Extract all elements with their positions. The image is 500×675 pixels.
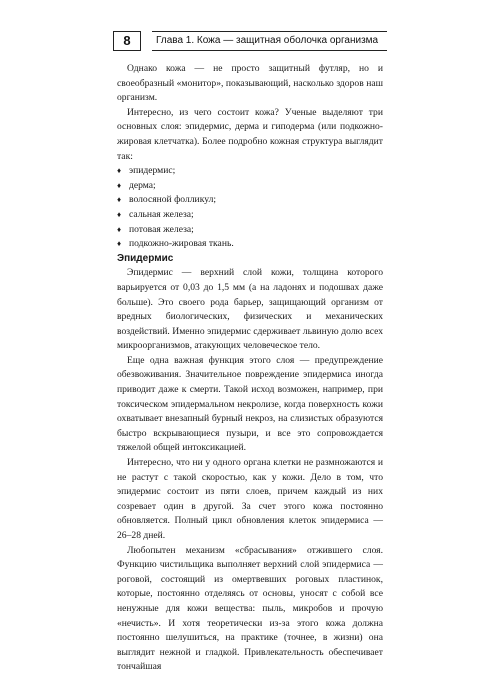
list-item-text: сальная железа; [129, 208, 194, 220]
list-item [117, 223, 383, 238]
section-heading: Эпидермис [117, 252, 174, 264]
list-item-text: волосяной фолликул; [129, 194, 217, 206]
list-item [117, 208, 383, 223]
list-item [117, 164, 383, 179]
paragraph: Интересно, что ни у одного органа клетки не размножаются и не растут с такой скоростью, как у кожи. Дело в том, что эпидермис состоит из пяти слоев, причем каждый из них созревает один в другой. За счет этого кожа постоянно обновляется. Полный цикл обновления клеток эпидермиса — 26–28 дней. [117, 457, 383, 541]
paragraph: Однако кожа — не просто защитный футляр, но и своеобразный «монитор», показывающий, насколько здоров наш организм. [117, 63, 383, 104]
list-item [117, 179, 383, 194]
list-item-text: потовая железа; [129, 223, 194, 235]
paragraph: Эпидермис — верхний слой кожи, толщина которого варьируется от 0,03 до 1,5 мм (а на ладонях и подошвах даже больше). Это своего рода барьер, защищающий организм от вредных биологических, физических и механических воздействий. Именно эпидермис сдерживает львиную долю всех микроорганизмов, атакующих человеческое тело. [117, 267, 383, 352]
paragraph: Еще одна важная функция этого слоя — предупреждение обезвоживания. Значительное повреждение эпидермиса иногда приводит даже к смерти. Такой исход возможен, например, при токсическом эпидермальном некролизе, когда поверхность кожи охватывает внезапный бурный некроз, на слизистых образуются быстро вскрывающиеся пузыри, и все это сопровождается тяжелой общей интоксикацией. [117, 354, 383, 454]
paragraph: Любопытен механизм «сбрасывания» отжившего слоя. Функцию чистильщика выполняет верхний слой эпидермиса — роговой, состоящий из омертвевших роговых пластинок, которые, постоянно отделяясь от основы, уносят с собой все ненужные для кожи вещества: пыль, микробов и прочую «нечисть». И хотя теоретически из-за этого кожа должна постоянно шелушиться, на практике (точнее, в жизни) она выглядит нежной и гладкой. Привлекательность обеспечивает тончайшая [117, 544, 383, 673]
diamond-bullet-icon: ♦ [117, 180, 122, 190]
diamond-bullet-icon: ♦ [117, 166, 122, 176]
list-item-text: дерма; [129, 179, 156, 191]
diamond-bullet-icon: ♦ [117, 195, 122, 205]
diamond-bullet-icon: ♦ [117, 209, 122, 219]
running-head: Глава 1. Кожа — защитная оболочка организма [152, 31, 387, 51]
list-item-text: подкожно-жировая ткань. [129, 238, 234, 250]
list-item [117, 237, 383, 252]
page-number: 8 [113, 31, 141, 51]
list-item [117, 193, 383, 208]
skin-structure-list [117, 164, 383, 252]
diamond-bullet-icon: ♦ [117, 224, 122, 234]
paragraph: Интересно, из чего состоит кожа? Ученые выделяют три основных слоя: эпидермис, дерма и гиподерма (или подкожно-жировая клетчатка). Более подробно кожная структура выглядит так: [117, 106, 383, 162]
diamond-bullet-icon: ♦ [117, 239, 122, 249]
page-body [117, 62, 383, 675]
list-item-text: эпидермис; [129, 165, 176, 177]
